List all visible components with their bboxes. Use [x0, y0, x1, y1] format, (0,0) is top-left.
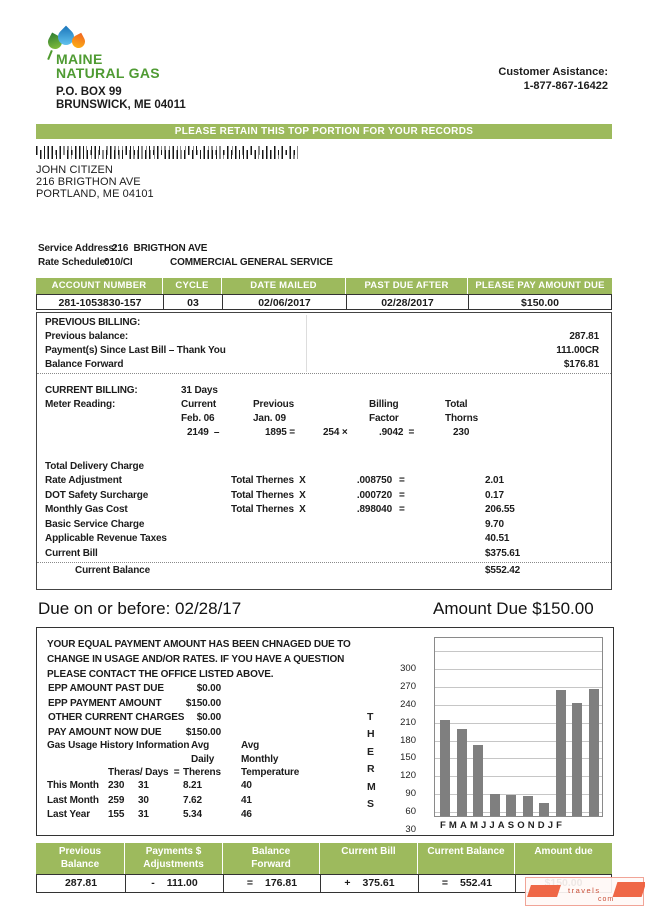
- meter-col-header: Feb. 06: [181, 413, 215, 424]
- usage-bar: [589, 689, 599, 817]
- meter-col-header: Factor: [369, 413, 399, 424]
- account-value-cell: $150.00: [468, 294, 612, 310]
- summary-operator: +: [344, 877, 351, 889]
- summary-header-cell: [418, 843, 515, 874]
- charge-label: Basic Service Charge: [45, 519, 145, 530]
- charge-units: Total Thernes X: [231, 490, 306, 501]
- retain-portion-banner: PLEASE RETAIN THIS TOP PORTION FOR YOUR RECORDS: [36, 124, 612, 139]
- account-value-cell: 02/06/2017: [222, 294, 346, 310]
- charge-amount: 9.70: [485, 519, 504, 530]
- usage-row-label: Last Month: [47, 794, 99, 806]
- summary-header-line: Current Balance: [427, 846, 505, 857]
- epp-row-label: EPP PAYMENT AMOUNT: [48, 697, 162, 709]
- summary-value-cell: [125, 874, 223, 893]
- recipient-name: JOHN CITIZEN: [36, 164, 113, 176]
- epp-row-value: $150.00: [185, 697, 221, 709]
- epp-notice-line: PLEASE CONTACT THE OFFICE LISTED ABOVE.: [47, 669, 274, 680]
- charge-amount: 0.17: [485, 490, 504, 501]
- usage-col-header: Avg: [241, 740, 260, 751]
- summary-operator: =: [246, 877, 253, 889]
- summary-operator: -: [151, 877, 155, 889]
- x-tick-label: M: [469, 820, 478, 831]
- usage-row-label: Last Year: [47, 809, 90, 820]
- current-billing-title: CURRENT BILLING:: [45, 385, 138, 396]
- watermark-left-block-icon: [527, 885, 561, 897]
- charge-units: Total Thernes X: [231, 475, 306, 486]
- company-po-box: P.O. BOX 99: [56, 86, 122, 98]
- customer-assistance-label: Customer Asistance:: [498, 66, 608, 78]
- meter-reading-value: 230: [453, 427, 470, 438]
- brand-name-line2: NATURAL GAS: [56, 65, 160, 81]
- meter-reading-label: Meter Reading:: [45, 399, 116, 410]
- usage-bar: [523, 796, 533, 816]
- epp-row-label: EPP AMOUNT PAST DUE: [48, 683, 164, 694]
- x-tick-label: J: [547, 820, 553, 831]
- x-tick-label: N: [527, 820, 535, 831]
- epp-row-value: $150.00: [185, 726, 221, 738]
- y-tick-label: 180: [400, 734, 416, 746]
- meter-col-header: Total: [445, 399, 468, 410]
- y-tick-label: 300: [400, 662, 416, 674]
- summary-header-line: Balance: [251, 846, 291, 857]
- previous-billing-value: 111.00CR: [556, 345, 599, 356]
- x-tick-label: A: [497, 820, 505, 831]
- summary-header-cell: [223, 843, 320, 874]
- summary-header-line: Current Bill: [341, 846, 396, 857]
- x-tick-label: M: [448, 820, 457, 831]
- y-tick-label: 210: [400, 716, 416, 728]
- account-summary-table: [36, 278, 612, 310]
- meter-reading-value: 254 ×: [323, 427, 348, 438]
- dotted-separator: [37, 373, 611, 374]
- x-tick-label: J: [489, 820, 495, 831]
- usage-therms-value: 155: [108, 809, 125, 820]
- watermark-text-top: travels: [568, 886, 601, 895]
- summary-header-cell: [36, 843, 125, 874]
- charge-label: Rate Adjustment: [45, 475, 122, 486]
- usage-bar: [457, 729, 467, 817]
- charge-label: Applicable Revenue Taxes: [45, 533, 167, 544]
- rate-schedule-label: Rate Schedule:: [38, 257, 109, 268]
- company-city: BRUNSWICK, ME 04011: [56, 99, 186, 111]
- summary-header-cell: [515, 843, 612, 874]
- charge-amount: 2.01: [485, 475, 504, 486]
- epp-row-value: $0.00: [196, 712, 221, 723]
- brand-name-line1: MAINE: [56, 51, 103, 67]
- customer-assistance-phone: 1-877-867-16422: [523, 80, 608, 92]
- epp-notice-line: CHANGE IN USAGE AND/OR RATES. IF YOU HAVE A QUESTION: [47, 654, 345, 665]
- summary-header-line: Previous: [58, 846, 102, 857]
- meter-col-header: Previous: [253, 399, 295, 410]
- x-tick-label: J: [480, 820, 487, 831]
- x-tick-label: O: [517, 820, 525, 831]
- recipient-address1: 216 BRIGTHON AVE: [36, 176, 141, 188]
- summary-value-cell: [418, 874, 515, 893]
- amount-due-headline: Amount Due $150.00: [433, 599, 594, 618]
- account-table-header-row: [36, 278, 612, 294]
- dotted-separator: [37, 562, 611, 563]
- meter-reading-value: 2149 –: [187, 427, 220, 438]
- previous-billing-label: Previous balance:: [45, 331, 129, 342]
- x-tick-label: A: [459, 820, 467, 831]
- charge-label: Current Bill: [45, 548, 98, 559]
- usage-col-header: Daily: [191, 754, 215, 765]
- summary-header-line: Payments $: [145, 846, 202, 857]
- chart-y-axis-ticks: [390, 637, 416, 835]
- charge-equals: =: [399, 504, 405, 515]
- summary-value-cell: [36, 874, 125, 893]
- summary-amount: 287.81: [64, 877, 98, 889]
- previous-billing-label: Balance Forward: [45, 359, 124, 370]
- usage-col-header: Theras/ Days =: [108, 767, 180, 778]
- y-axis-title-letter: T: [367, 711, 374, 723]
- chart-y-axis-title: [367, 712, 381, 810]
- therms-usage-bar-chart: [434, 637, 603, 817]
- usage-therms-value: 259: [108, 794, 125, 806]
- usage-bar: [572, 703, 582, 816]
- summary-header-cell: [320, 843, 418, 874]
- account-header-cell: ACCOUNT NUMBER: [36, 278, 163, 294]
- account-header-cell: DATE MAILED: [222, 278, 346, 294]
- summary-header-line: Forward: [251, 859, 291, 870]
- y-tick-label: 60: [405, 806, 416, 818]
- billing-days: 31 Days: [181, 385, 218, 396]
- charge-factor: .008750: [356, 475, 392, 486]
- summary-amount: 111.00: [166, 877, 198, 889]
- y-axis-title-letter: E: [367, 745, 375, 758]
- usage-bar: [539, 803, 549, 817]
- y-axis-title-letter: S: [367, 797, 375, 810]
- charge-amount: 40.51: [485, 533, 510, 544]
- watermark-text-bottom: com: [598, 896, 615, 903]
- x-tick-label: S: [507, 820, 515, 831]
- account-value-cell: 03: [163, 294, 222, 310]
- y-axis-title-letter: R: [367, 763, 375, 776]
- summary-header-cell: [125, 843, 223, 874]
- charge-equals: =: [399, 490, 405, 501]
- usage-avg-temp-value: 46: [241, 809, 252, 820]
- current-balance-label: Current Balance: [75, 565, 150, 576]
- usage-col-header: Therens: [183, 767, 221, 778]
- charge-amount: $375.61: [485, 548, 521, 559]
- y-axis-title-letter: M: [367, 780, 376, 793]
- usage-avg-daily-value: 7.62: [183, 794, 202, 806]
- rate-schedule-value: 010/CI: [104, 257, 133, 268]
- chart-x-axis-month-labels: [440, 820, 562, 831]
- meter-col-header: Billing: [369, 399, 399, 410]
- summary-amount: 552.41: [460, 877, 493, 889]
- charge-factor: .898040: [356, 504, 392, 515]
- summary-header-line: Balance: [60, 859, 100, 870]
- gridline: [435, 669, 602, 670]
- watermark-right-block-icon: [613, 882, 645, 897]
- summary-header-row: [36, 843, 612, 874]
- epp-row-value: $0.00: [196, 683, 221, 694]
- summary-amount: 176.81: [265, 877, 298, 889]
- account-value-cell: 281-1053830-157: [36, 294, 163, 310]
- usage-col-header: Monthly: [241, 754, 279, 765]
- epp-row-label: OTHER CURRENT CHARGES: [48, 712, 185, 723]
- charge-units: Total Thernes X: [231, 504, 306, 515]
- gridline: [435, 651, 602, 652]
- service-address-value: 216 BRIGTHON AVE: [112, 243, 208, 254]
- usage-bar: [473, 745, 483, 816]
- current-balance-amount: $552.42: [485, 565, 521, 576]
- y-tick-label: 240: [400, 698, 416, 710]
- usage-days-value: 31: [138, 809, 149, 820]
- summary-value-cell: [223, 874, 320, 893]
- summary-header-line: Amount due: [534, 846, 593, 857]
- y-tick-label: 120: [400, 770, 416, 782]
- previous-billing-value: 287.81: [569, 331, 599, 342]
- account-header-cell: PAST DUE AFTER: [346, 278, 468, 294]
- usage-bar: [506, 795, 516, 816]
- previous-billing-value: $176.81: [563, 359, 599, 370]
- mailing-barcode: [36, 146, 298, 159]
- gridline: [435, 687, 602, 688]
- usage-col-header: Temperature: [241, 767, 300, 778]
- meter-reading-value: .9042 =: [379, 427, 415, 438]
- usage-avg-daily-value: 8.21: [183, 780, 202, 791]
- account-table-value-row: [36, 294, 612, 310]
- charge-label: Total Delivery Charge: [45, 461, 144, 472]
- usage-bar: [556, 690, 566, 816]
- usage-days-value: 31: [138, 780, 149, 791]
- usage-bar: [490, 794, 500, 816]
- charge-label: DOT Safety Surcharge: [45, 490, 149, 501]
- x-tick-label: F: [440, 820, 446, 831]
- meter-col-header: Current: [181, 399, 217, 410]
- summary-amount: 375.61: [362, 877, 395, 889]
- account-header-cell: PLEASE PAY AMOUNT DUE: [468, 278, 612, 294]
- usage-days-value: 30: [138, 794, 149, 806]
- summary-value-cell: [320, 874, 418, 893]
- red-watermark: [525, 877, 644, 906]
- service-address-label: Service Address:: [38, 243, 117, 254]
- account-value-cell: 02/28/2017: [346, 294, 468, 310]
- meter-col-header: Thorns: [445, 413, 478, 424]
- y-tick-label: 30: [405, 823, 416, 835]
- usage-therms-value: 230: [108, 780, 125, 791]
- x-tick-label: F: [556, 820, 562, 831]
- usage-avg-temp-value: 41: [241, 794, 252, 806]
- recipient-address2: PORTLAND, ME 04101: [36, 188, 154, 200]
- x-tick-label: D: [537, 820, 545, 831]
- epp-row-label: PAY AMOUNT NOW DUE: [48, 726, 162, 738]
- meter-reading-value: 1895 =: [265, 427, 295, 438]
- summary-header-line: Adjustments: [143, 859, 204, 870]
- rate-class: COMMERCIAL GENERAL SERVICE: [170, 257, 333, 268]
- charge-equals: =: [399, 475, 405, 486]
- meter-col-header: Jan. 09: [253, 413, 286, 424]
- y-tick-label: 150: [400, 752, 416, 764]
- charge-factor: .000720: [356, 490, 392, 501]
- charge-label: Monthly Gas Cost: [45, 504, 128, 515]
- charge-amount: 206.55: [485, 504, 515, 515]
- due-date-headline: Due on or before: 02/28/17: [38, 599, 242, 618]
- usage-bar: [440, 720, 450, 817]
- usage-avg-daily-value: 5.34: [183, 809, 202, 820]
- billing-detail-box: [36, 312, 612, 590]
- usage-avg-temp-value: 40: [241, 780, 252, 791]
- previous-billing-title: PREVIOUS BILLING:: [45, 317, 141, 328]
- leaf-stem-icon: [47, 50, 53, 60]
- epp-notice-line: YOUR EQUAL PAYMENT AMOUNT HAS BEEN CHNAGED DUE TO: [47, 639, 351, 650]
- y-tick-label: 270: [400, 680, 416, 692]
- account-header-cell: CYCLE: [163, 278, 222, 294]
- previous-billing-label: Payment(s) Since Last Bill – Thank You: [45, 345, 226, 356]
- usage-row-label: This Month: [47, 780, 99, 791]
- usage-col-header: Avg: [191, 740, 210, 751]
- y-axis-title-letter: H: [367, 728, 375, 741]
- summary-operator: =: [441, 877, 448, 889]
- usage-history-title: Gas Usage History Information: [47, 740, 190, 751]
- y-tick-label: 90: [405, 788, 416, 800]
